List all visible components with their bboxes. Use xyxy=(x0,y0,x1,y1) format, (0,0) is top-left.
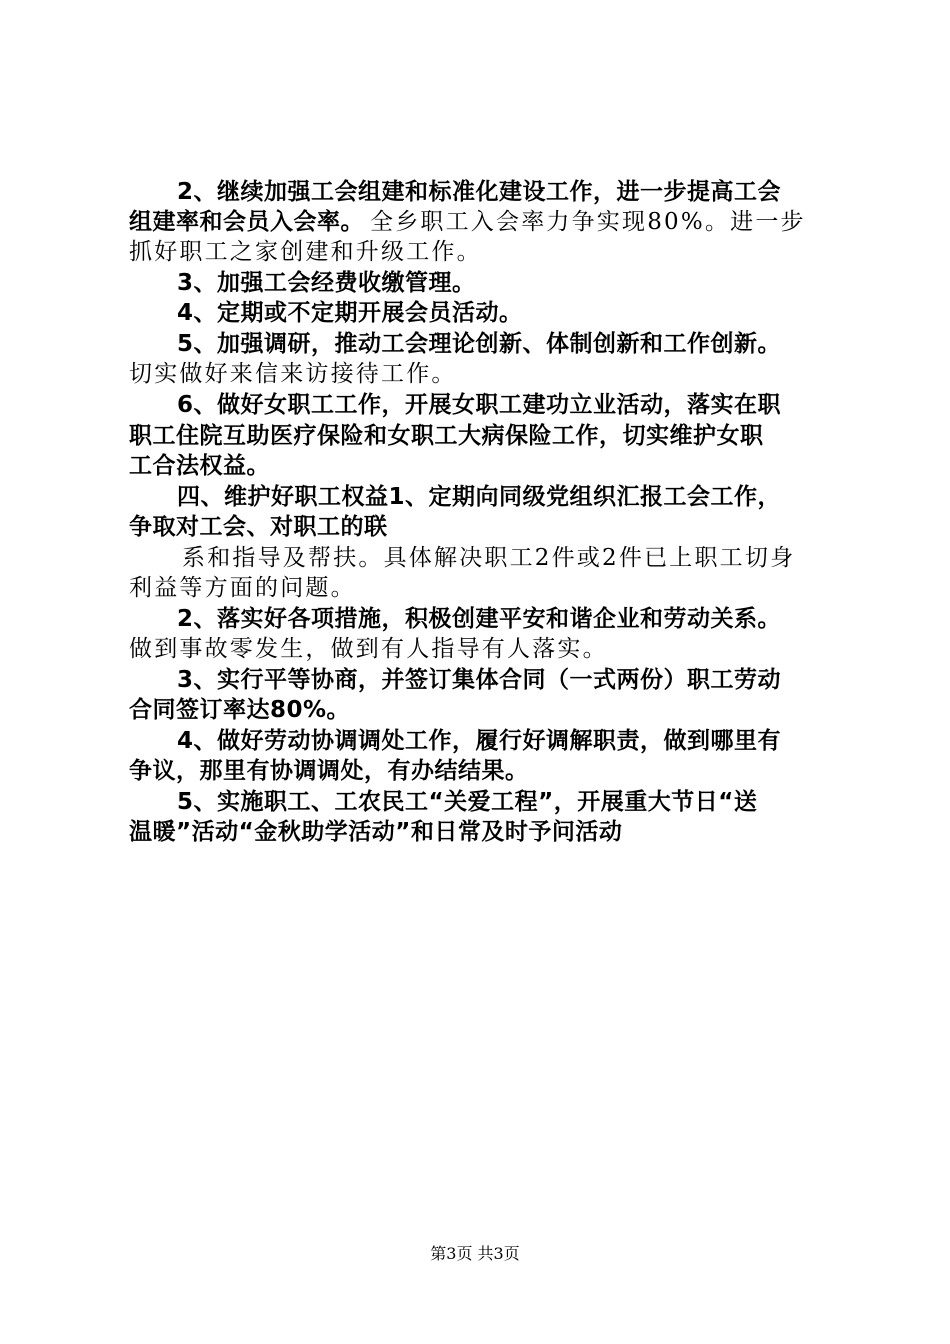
paragraph-line: 3、加强工会经费收缴管理。 xyxy=(177,270,476,296)
paragraph-line: 2、落实好各项措施，积极创建平安和谐企业和劳动关系。 xyxy=(177,606,782,632)
page-footer: 第3页 共3页 xyxy=(430,1244,520,1263)
paragraph-line: 2、继续加强工会组建和标准化建设工作，进一步提高工会 xyxy=(177,179,782,205)
paragraph-line: 做到事故零发生，做到有人指导有人落实。 xyxy=(129,636,608,662)
paragraph-line: 温暖”活动“金秋助学活动”和日常及时予问活动 xyxy=(129,819,623,845)
paragraph-line: 切实做好来信来访接待工作。 xyxy=(129,361,457,387)
paragraph-line: 5、加强调研，推动工会理论创新、体制创新和工作创新。 xyxy=(177,331,782,357)
paragraph-line: 合同签订率达80%。 xyxy=(129,697,351,723)
paragraph-line: 争议，那里有协调调处，有办结结果。 xyxy=(129,758,529,784)
paragraph-line: 4、做好劳动协调调处工作，履行好调解职责，做到哪里有 xyxy=(177,728,782,754)
paragraph-line: 4、定期或不定期开展会员活动。 xyxy=(177,300,523,326)
paragraph-line: 3、实行平等协商，并签订集体合同（一式两份）职工劳动 xyxy=(177,667,782,693)
paragraph-line: 工合法权益。 xyxy=(129,453,270,479)
paragraph-line: 系和指导及帮扶。具体解决职工2件或2件已上职工切身 xyxy=(182,545,796,571)
paragraph-line: 利益等方面的问题。 xyxy=(129,575,356,601)
paragraph-line: 5、实施职工、工农民工“关爱工程”，开展重大节日“送 xyxy=(177,789,758,815)
paragraph-line: 6、做好女职工工作，开展女职工建功立业活动，落实在职 xyxy=(177,392,782,418)
paragraph-line: 四、维护好职工权益1、定期向同级党组织汇报工会工作， xyxy=(177,484,782,510)
paragraph-line: 组建率和会员入会率。 xyxy=(129,209,364,235)
paragraph-line: 职工住院互助医疗保险和女职工大病保险工作，切实维护女职 xyxy=(129,423,764,449)
paragraph-line: 全乡职工入会率力争实现80%。进一步 xyxy=(370,209,806,235)
paragraph-line: 争取对工会、对职工的联 xyxy=(129,514,388,540)
paragraph-line: 抓好职工之家创建和升级工作。 xyxy=(129,239,482,265)
